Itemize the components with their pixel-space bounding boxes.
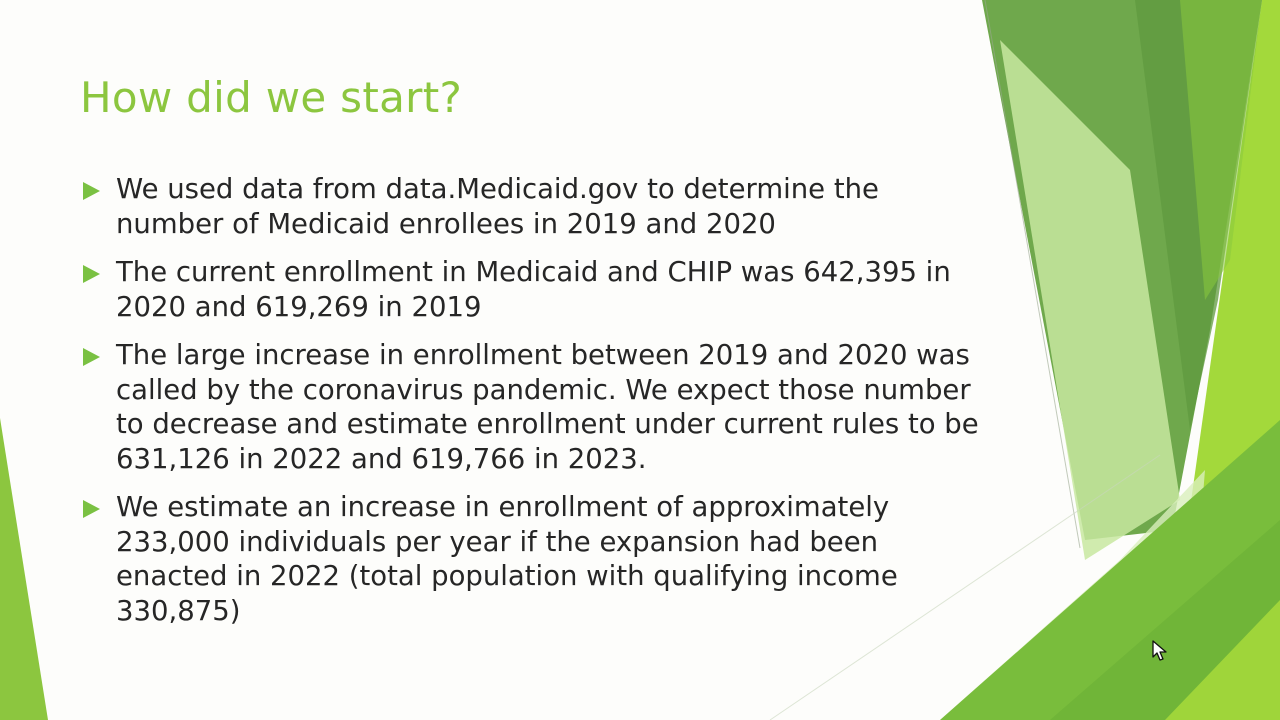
triangle-bullet-icon xyxy=(83,265,100,283)
slide-title: How did we start? xyxy=(80,73,463,122)
bullet-text: The current enrollment in Medicaid and CHIP was 642,395 in 2020 and 619,269 in 2019 xyxy=(116,256,951,323)
bullet-text: We used data from data.Medicaid.gov to determine the number of Medicaid enrollees in 2019 and 2020 xyxy=(116,173,879,240)
bullet-item xyxy=(80,255,980,324)
bullet-item xyxy=(80,490,980,628)
triangle-bullet-icon xyxy=(83,348,100,366)
mouse-pointer-icon xyxy=(1152,640,1168,662)
bullet-list xyxy=(80,172,980,642)
triangle-bullet-icon xyxy=(83,182,100,200)
left-edge-shape xyxy=(0,418,48,720)
bullet-item xyxy=(80,338,980,476)
triangle-bullet-icon xyxy=(83,500,100,518)
bullet-item xyxy=(80,172,980,241)
bullet-text: The large increase in enrollment between 2019 and 2020 was called by the coronavirus pandemic. We expect those number to decrease and estimate enrollment under current rules to be 631,126 in 2022 and 619,766 in 2023. xyxy=(116,339,979,475)
bullet-text: We estimate an increase in enrollment of approximately 233,000 individuals per year if the expansion had been enacted in 2022 (total population with qualifying income 330,875) xyxy=(116,491,898,627)
